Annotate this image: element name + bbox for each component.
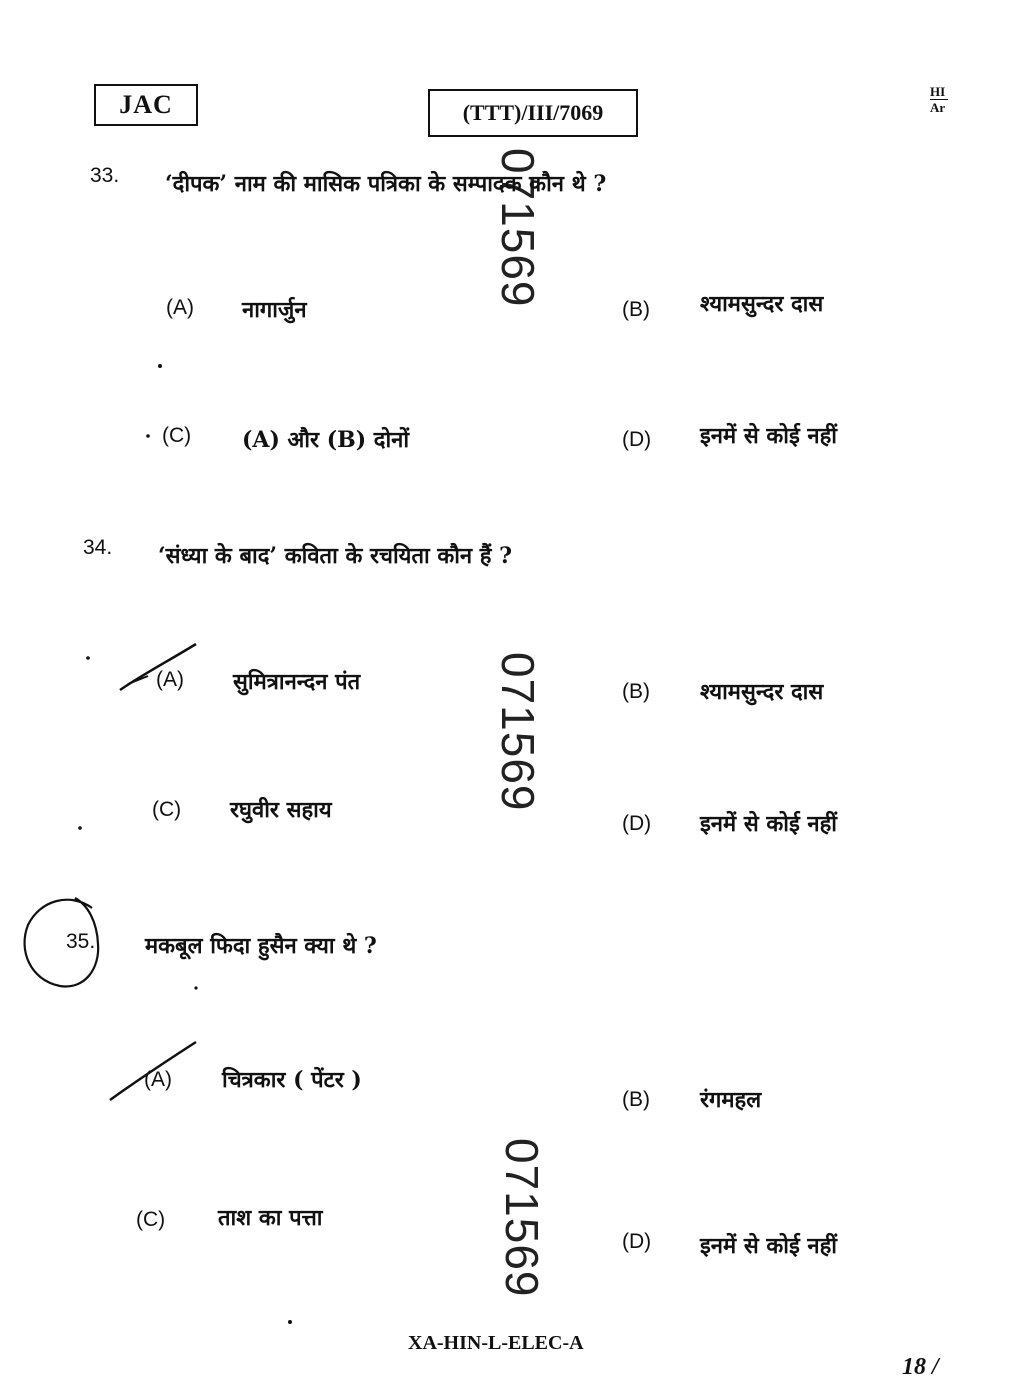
page-number: 18 / xyxy=(902,1354,939,1380)
option-label: (B) xyxy=(622,1088,650,1111)
ink-dot xyxy=(86,656,90,660)
question-text: मकबूल फिदा हुसैन क्या थे ? xyxy=(145,933,377,959)
question-number: 35. xyxy=(66,930,96,953)
ink-dot xyxy=(158,364,162,368)
paper-code: (TTT)/III/7069 xyxy=(428,89,638,137)
option-label: (C) xyxy=(136,1208,166,1231)
question-number: 33. xyxy=(90,164,120,187)
question-text: ‘संध्या के बाद’ कविता के रचयिता कौन हैं ? xyxy=(158,543,513,569)
option-label: (D) xyxy=(622,428,652,451)
stamp-number-3: 071569 xyxy=(496,1138,548,1298)
option-label: (D) xyxy=(622,812,652,835)
ink-dot xyxy=(78,826,82,830)
option-text: रंगमहल xyxy=(700,1087,762,1113)
stamp-number-2: 071569 xyxy=(492,652,544,812)
option-text: श्यामसुन्दर दास xyxy=(700,291,824,317)
ink-dot xyxy=(288,1320,292,1324)
option-text: इनमें से कोई नहीं xyxy=(700,423,838,449)
option-label: (B) xyxy=(622,680,650,703)
option-text: सुमित्रानन्दन पंत xyxy=(233,669,361,695)
option-text: इनमें से कोई नहीं xyxy=(700,811,838,837)
corner-label-line1: HI xyxy=(930,84,948,100)
tick-mark-q35 xyxy=(110,1042,196,1100)
option-label: (C) xyxy=(152,798,182,821)
question-text: ‘दीपक’ नाम की मासिक पत्रिका के सम्पादक कौन थे ? xyxy=(165,171,607,197)
option-label: (C) xyxy=(162,424,192,447)
option-text: नागार्जुन xyxy=(242,297,307,323)
option-text: श्यामसुन्दर दास xyxy=(700,679,824,705)
option-label: (A) xyxy=(144,1068,172,1091)
board-label: JAC xyxy=(94,84,198,126)
option-label: (D) xyxy=(622,1230,652,1253)
option-text: (A) और (B) दोनों xyxy=(242,427,410,453)
option-label: (B) xyxy=(622,298,650,321)
option-text: चित्रकार ( पेंटर ) xyxy=(222,1067,362,1093)
option-label: (A) xyxy=(166,296,194,319)
option-text: रघुवीर सहाय xyxy=(230,797,332,823)
stamp-number-1: 071569 xyxy=(492,148,544,308)
option-text: इनमें से कोई नहीं xyxy=(700,1233,838,1259)
ink-dot xyxy=(146,434,150,438)
circle-mark-q35 xyxy=(25,898,99,986)
option-text: ताश का पत्ता xyxy=(218,1205,323,1231)
option-label: (A) xyxy=(156,668,184,691)
question-number: 34. xyxy=(83,536,113,559)
corner-label-line2: Ar xyxy=(930,100,946,115)
footer-code: XA-HIN-L-ELEC-A xyxy=(408,1332,584,1354)
ink-dot xyxy=(194,986,197,989)
